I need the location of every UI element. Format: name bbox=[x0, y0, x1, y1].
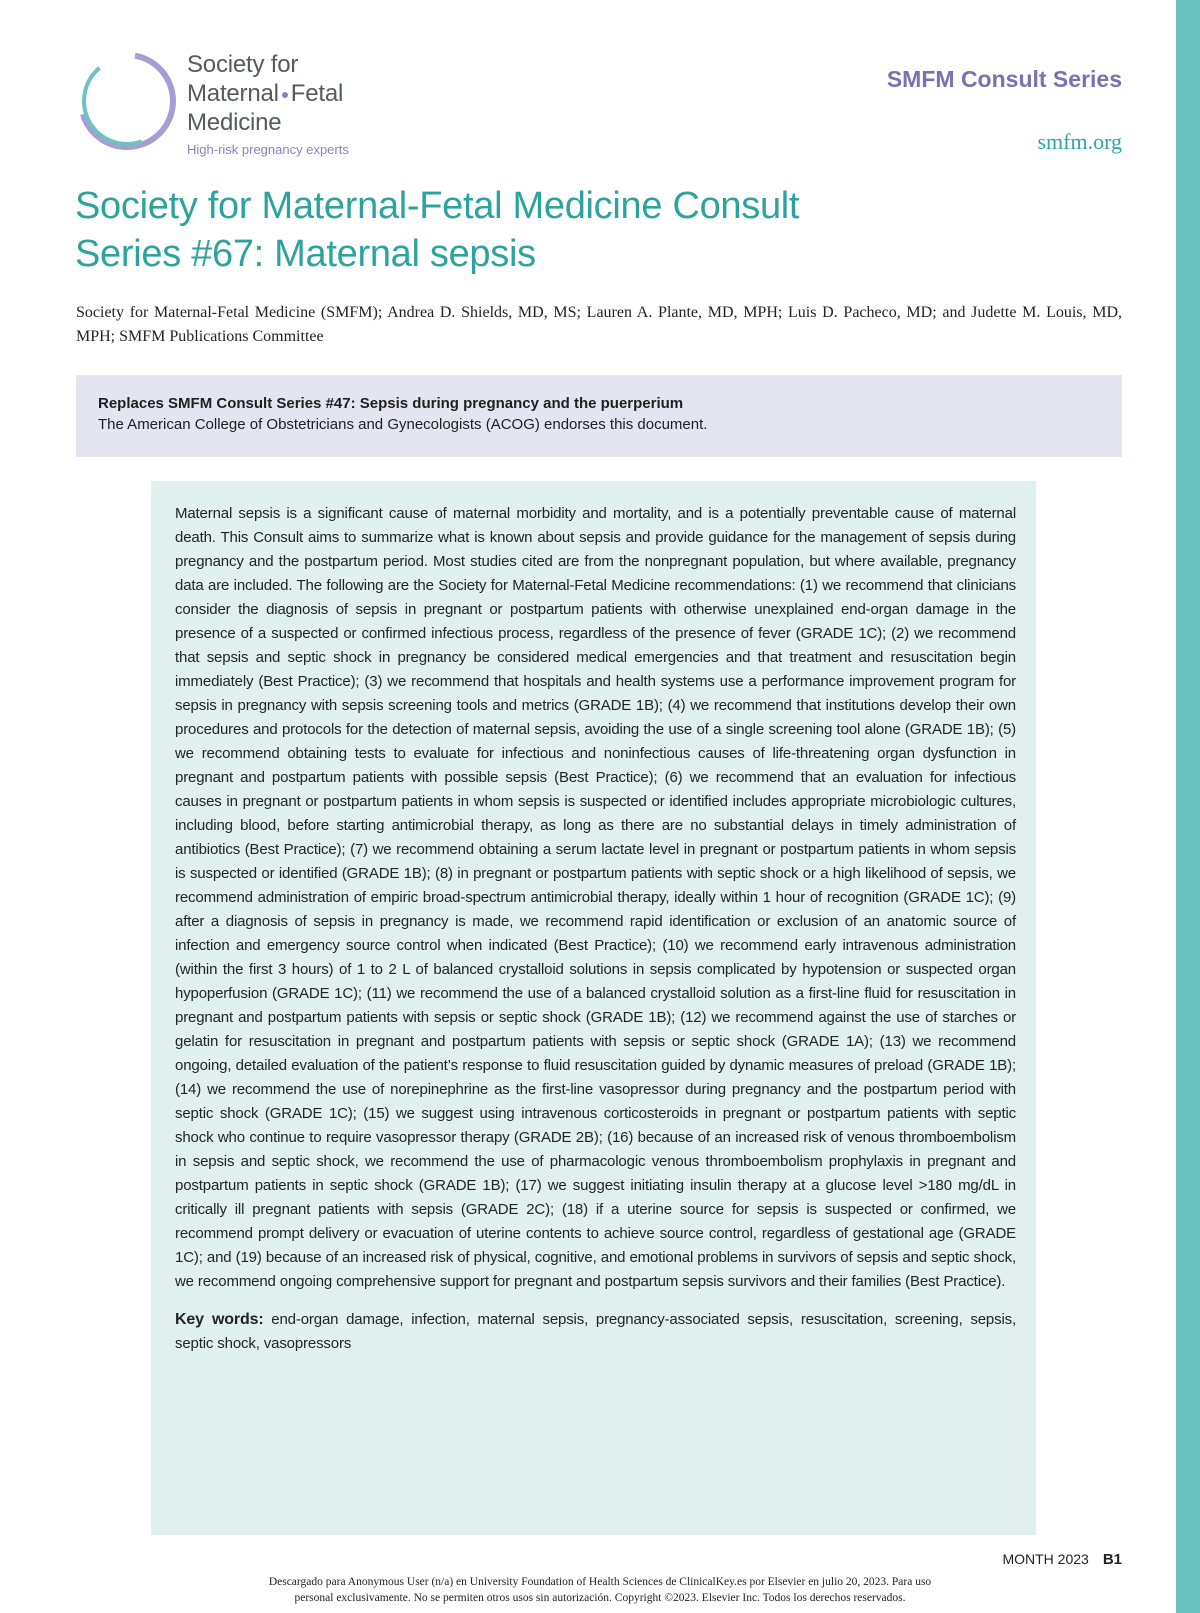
logo-line-2a: Maternal bbox=[187, 80, 279, 107]
logo-line-2b: Fetal bbox=[290, 80, 344, 107]
download-notice bbox=[60, 1574, 1140, 1606]
logo-wordmark bbox=[187, 50, 349, 157]
author-list: Society for Maternal-Fetal Medicine (SMFM); Andrea D. Shields, MD, MS; Lauren A. Plante, MD, MPH; Luis D. Pacheco, MD; and Judette M. Louis, MD, MPH; SMFM Publications Committee bbox=[76, 304, 1122, 345]
article-title bbox=[75, 182, 1115, 278]
issue-month: MONTH 2023 bbox=[1002, 1551, 1089, 1567]
logo-ring-icon bbox=[76, 48, 186, 158]
title-line-2: Series #67: Maternal sepsis bbox=[75, 233, 536, 275]
keywords-label: Key words: bbox=[175, 1311, 264, 1328]
abstract-text: Maternal sepsis is a significant cause of maternal morbidity and mortality, and is a potentially preventable cause of maternal death. This Consult aims to summarize what is known about sepsis and provide guidance for the management of sepsis during pregnancy and the postpartum period. Most studies cited are from the nonpregnant population, but where available, pregnancy data are included. The following are the Society for Maternal-Fetal Medicine recommendations: (1) we recommend that clinicians consider the diagnosis of sepsis in pregnant or postpartum patients with otherwise unexplained end-organ damage in the presence of a suspected or confirmed infectious process, regardless of the presence of fever (GRADE 1C); (2) we recommend that sepsis and septic shock in pregnancy be considered medical emergencies and that treatment and resuscitation begin immediately (Best Practice); (3) we recommend that hospitals and health systems use a performance improvement program for sepsis in pregnancy with sepsis screening tools and metrics (GRADE 1B); (4) we recommend that institutions develop their own procedures and protocols for the detection of maternal sepsis, avoiding the use of a single screening tool alone (GRADE 1B); (5) we recommend obtaining tests to evaluate for infectious and noninfectious causes of life-threatening organ dysfunction in pregnant and postpartum patients with possible sepsis (Best Practice); (6) we recommend that an evaluation for infectious causes in pregnant or postpartum patients in whom sepsis is suspected or identified includes appropriate microbiologic cultures, including blood, before starting antimicrobial therapy, as long as there are no substantial delays in timely administration of antibiotics (Best Practice); (7) we recommend obtaining a serum lactate level in pregnant or postpartum patients in whom sepsis is suspected or identified (GRADE 1B); (8) in pregnant or postpartum patients with septic shock or a high likelihood of sepsis, we recommend administration of empiric broad-spectrum antimicrobial therapy, ideally within 1 hour of recognition (GRADE 1C); (9) after a diagnosis of sepsis in pregnancy is made, we recommend rapid identification or exclusion of an anatomic source of infection and emergency source control when indicated (Best Practice); (10) we recommend early intravenous administration (within the first 3 hours) of 1 to 2 L of balanced crystalloid solutions in sepsis complicated by hypotension or suspected organ hypoperfusion (GRADE 1C); (11) we recommend the use of a balanced crystalloid solution as a first-line fluid for resuscitation in pregnant and postpartum patients with sepsis or septic shock (GRADE 1B); (12) we recommend against the use of starches or gelatin for resuscitation in pregnant and postpartum patients with sepsis or septic shock (GRADE 1A); (13) we recommend ongoing, detailed evaluation of the patient’s response to fluid resuscitation guided by dynamic measures of preload (GRADE 1B); (14) we recommend the use of norepinephrine as the first-line vasopressor during pregnancy and the postpartum period with septic shock (GRADE 1C); (15) we suggest using intravenous corticosteroids in pregnant or postpartum patients with septic shock who continue to require vasopressor therapy (GRADE 2B); (16) because of an increased risk of venous thromboembolism in sepsis and septic shock, we recommend the use of pharmacologic venous thromboembolism prophylaxis in pregnant and postpartum patients in septic shock (GRADE 1B); (17) we suggest initiating insulin therapy at a glucose level >180 mg/dL in critically ill pregnant patients with sepsis (GRADE 2C); (18) if a uterine source for sepsis is suspected or confirmed, we recommend prompt delivery or evacuation of uterine contents to achieve source control, regardless of gestational age (GRADE 1C); and (19) because of an increased risk of physical, cognitive, and emotional problems in survivors of sepsis and septic shock, we recommend ongoing comprehensive support for pregnant and postpartum sepsis survivors and their families (Best Practice). bbox=[175, 505, 1016, 1290]
page-number: B1 bbox=[1102, 1551, 1122, 1568]
logo-line-1: Society for bbox=[187, 51, 299, 78]
logo-line-3: Medicine bbox=[187, 109, 282, 136]
logo-line-2 bbox=[187, 79, 349, 108]
replaces-title: Replaces SMFM Consult Series #47: Sepsis during pregnancy and the puerperium bbox=[98, 395, 684, 412]
keywords bbox=[175, 1308, 1016, 1356]
logo-tagline: High-risk pregnancy experts bbox=[187, 142, 349, 157]
replaces-notice bbox=[76, 375, 1122, 457]
side-color-stripe bbox=[1176, 0, 1200, 1613]
download-line-1: Descargado para Anonymous User (n/a) en University Foundation of Health Sciences de ClinicalKey.es por Elsevier en julio 20, 2023. Para uso bbox=[268, 1576, 932, 1588]
series-label: SMFM Consult Series bbox=[886, 66, 1122, 92]
endorsement-text: The American College of Obstetricians and Gynecologists (ACOG) endorses this document. bbox=[98, 416, 708, 433]
abstract-box bbox=[151, 481, 1036, 1535]
keywords-list: end-organ damage, infection, maternal sepsis, pregnancy-associated sepsis, resuscitation, screening, sepsis, septic shock, vasopressors bbox=[175, 1311, 1017, 1352]
logo-dot-icon bbox=[282, 92, 288, 98]
site-link[interactable]: smfm.org bbox=[1037, 129, 1122, 154]
title-line-1: Society for Maternal-Fetal Medicine Consult bbox=[75, 185, 800, 227]
page-footer bbox=[1002, 1551, 1122, 1568]
smfm-logo[interactable] bbox=[76, 48, 376, 166]
download-line-2: personal exclusivamente. No se permiten otros usos sin autorización. Copyright ©2023. Elsevier Inc. Todos los derechos reservados. bbox=[294, 1592, 906, 1604]
